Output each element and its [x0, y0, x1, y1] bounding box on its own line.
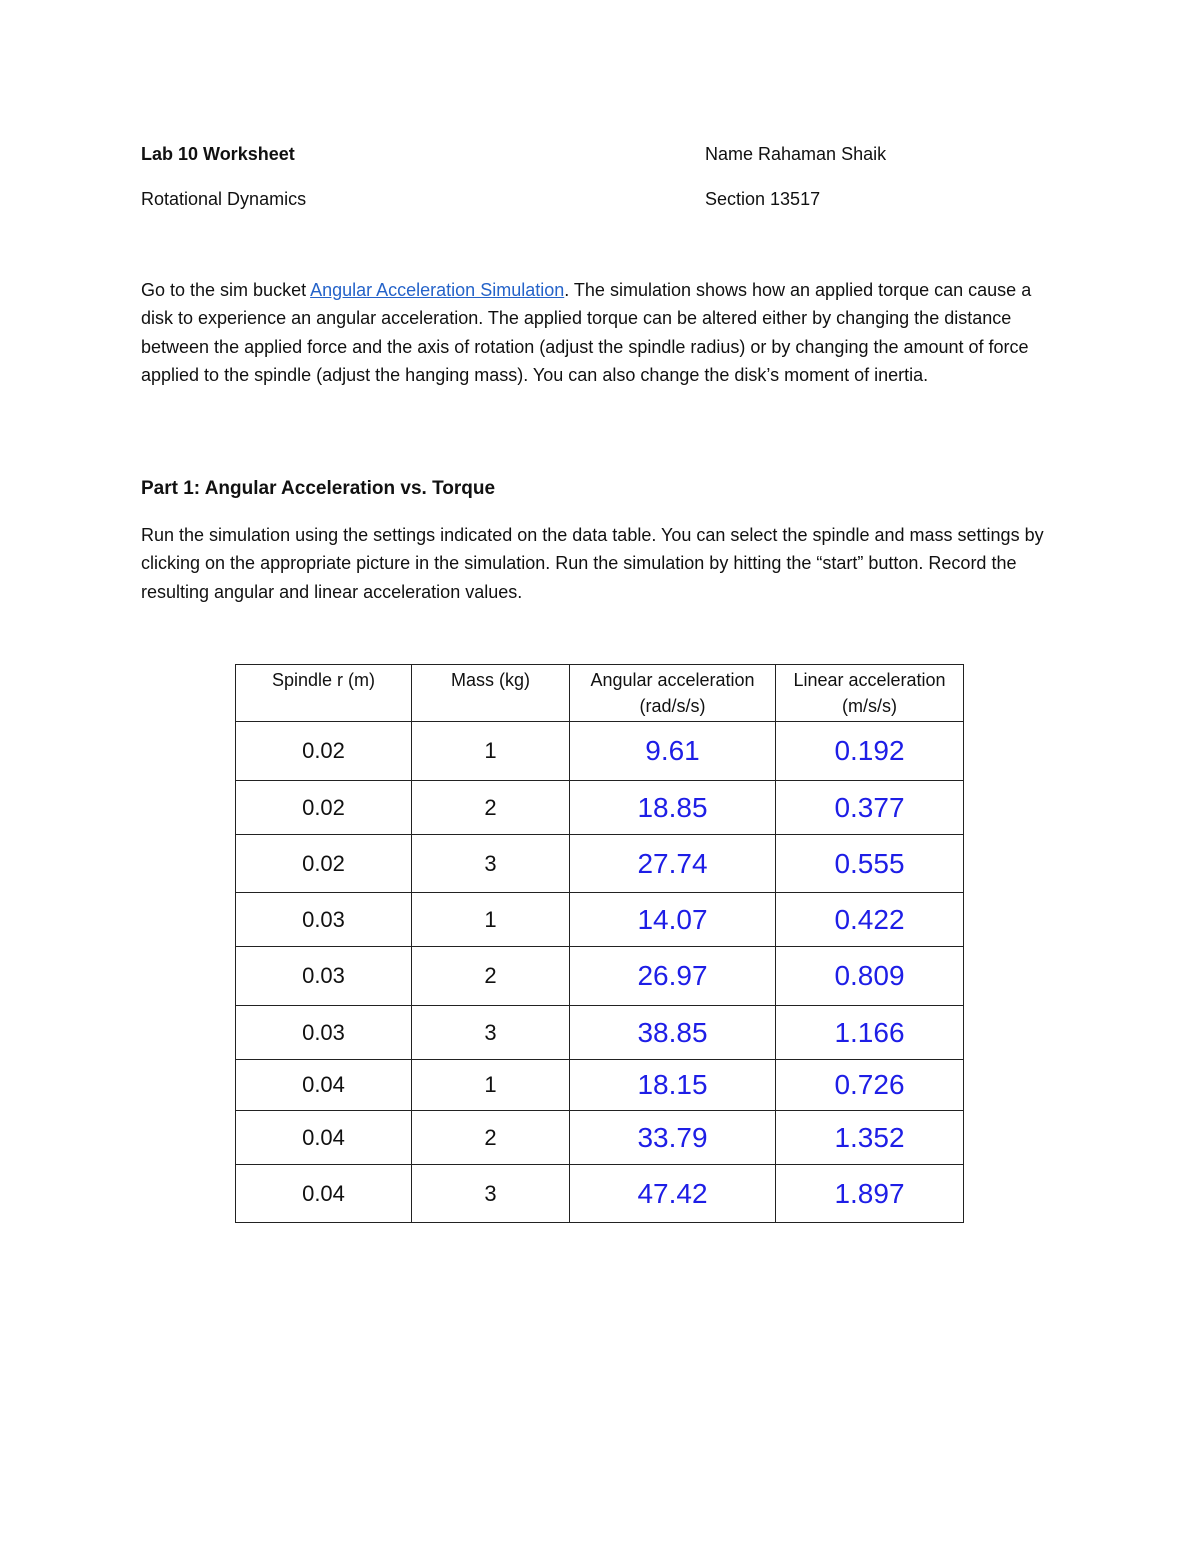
part1-heading: Part 1: Angular Acceleration vs. Torque: [141, 478, 496, 499]
table-row: [236, 781, 964, 835]
angular-acceleration-cell: 27.74: [570, 835, 776, 893]
linear-acceleration-cell: 0.726: [776, 1060, 964, 1111]
table-row: [236, 722, 964, 781]
table-row: [236, 893, 964, 947]
table-row: [236, 1060, 964, 1111]
intro-paragraph: [141, 276, 1061, 390]
angular-acceleration-cell: 14.07: [570, 893, 776, 947]
intro-text-rest: . The simulation shows how an applied torque can cause a disk to experience an angular acceleration. The applied torque can be altered either by changing the distance between the applied force and the axis of rotation (adjust the spindle radius) or by changing the amount of force applied to the spindle (adjust the hanging mass). You can also change the disk’s moment of inertia.: [141, 280, 1032, 386]
part1-instructions: Run the simulation using the settings indicated on the data table. You can select the spindle and mass settings by clicking on the appropriate picture in the simulation. Run the simulation by hitting the “start” button. Record the resulting angular and linear acceleration values.: [141, 525, 1044, 602]
table-row: [236, 1111, 964, 1165]
mass-cell: 3: [412, 1165, 570, 1223]
mass-cell: 2: [412, 1111, 570, 1165]
header-spindle-radius: Spindle r (m): [236, 665, 412, 722]
mass-cell: 1: [412, 893, 570, 947]
spindle-radius-cell: 0.02: [236, 722, 412, 781]
table-row: [236, 947, 964, 1006]
linear-acceleration-cell: 1.166: [776, 1006, 964, 1060]
mass-cell: 3: [412, 835, 570, 893]
linear-acceleration-cell: 0.377: [776, 781, 964, 835]
angular-acceleration-cell: 26.97: [570, 947, 776, 1006]
linear-acceleration-cell: 1.352: [776, 1111, 964, 1165]
header-mass: Mass (kg): [412, 665, 570, 722]
linear-acceleration-cell: 0.555: [776, 835, 964, 893]
mass-cell: 1: [412, 722, 570, 781]
angular-acceleration-cell: 47.42: [570, 1165, 776, 1223]
mass-cell: 2: [412, 947, 570, 1006]
mass-cell: 3: [412, 1006, 570, 1060]
spindle-radius-cell: 0.04: [236, 1111, 412, 1165]
spindle-radius-cell: 0.02: [236, 835, 412, 893]
header-linear-acceleration: Linear acceleration (m/s/s): [776, 665, 964, 722]
angular-acceleration-cell: 9.61: [570, 722, 776, 781]
mass-cell: 2: [412, 781, 570, 835]
table-row: [236, 1006, 964, 1060]
intro-text-start: Go to the sim bucket: [141, 280, 311, 300]
spindle-radius-cell: 0.03: [236, 1006, 412, 1060]
spindle-radius-cell: 0.04: [236, 1060, 412, 1111]
table-row: [236, 1165, 964, 1223]
data-table: [235, 664, 964, 1223]
linear-acceleration-cell: 1.897: [776, 1165, 964, 1223]
section-number: Section 13517: [705, 189, 821, 209]
spindle-radius-cell: 0.03: [236, 893, 412, 947]
simulation-link[interactable]: Angular Acceleration Simulation: [310, 280, 565, 300]
worksheet-subtitle: Rotational Dynamics: [141, 189, 307, 209]
worksheet-title: Lab 10 Worksheet: [141, 144, 295, 164]
table-header-row: [236, 665, 964, 722]
spindle-radius-cell: 0.02: [236, 781, 412, 835]
angular-acceleration-cell: 18.15: [570, 1060, 776, 1111]
linear-acceleration-cell: 0.809: [776, 947, 964, 1006]
angular-acceleration-cell: 38.85: [570, 1006, 776, 1060]
mass-cell: 1: [412, 1060, 570, 1111]
linear-acceleration-cell: 0.422: [776, 893, 964, 947]
spindle-radius-cell: 0.04: [236, 1165, 412, 1223]
spindle-radius-cell: 0.03: [236, 947, 412, 1006]
table-row: [236, 835, 964, 893]
student-name: Name Rahaman Shaik: [705, 144, 887, 164]
header-angular-acceleration: Angular acceleration (rad/s/s): [570, 665, 776, 722]
linear-acceleration-cell: 0.192: [776, 722, 964, 781]
angular-acceleration-cell: 18.85: [570, 781, 776, 835]
angular-acceleration-cell: 33.79: [570, 1111, 776, 1165]
